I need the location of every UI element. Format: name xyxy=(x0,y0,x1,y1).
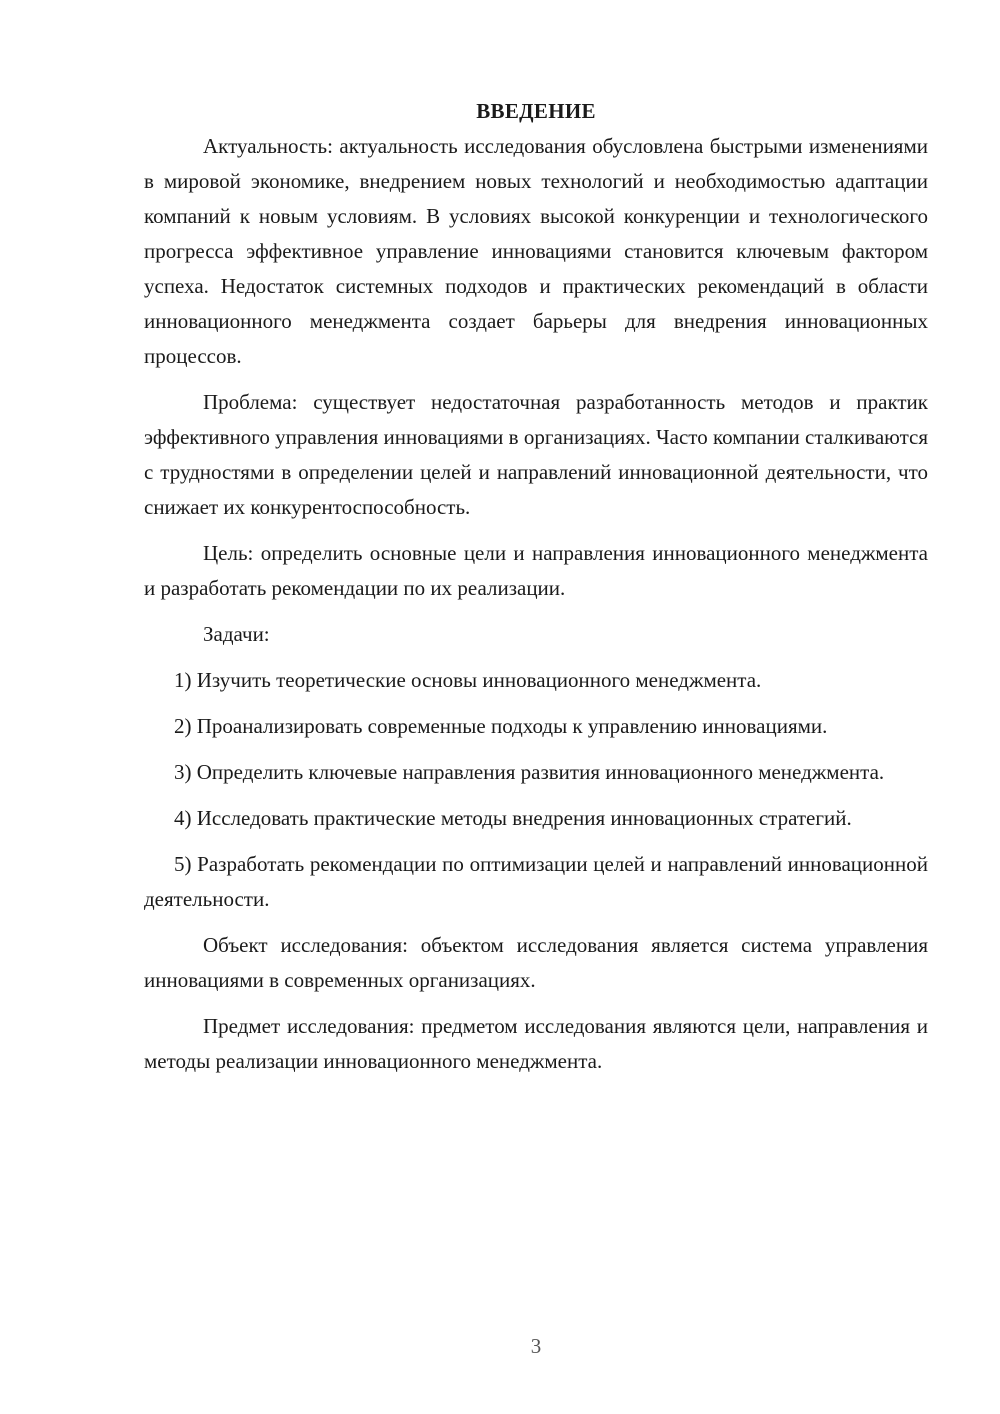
relevance-paragraph: Актуальность: актуальность исследования обусловлена быстрыми изменениями в мировой экономике, внедрением новых технологий и необходимостью адаптации компаний к новым условиям. В условиях высокой конкуренции и технологического прогресса эффективное управление инновациями становится ключевым фактором успеха. Недостаток системных подходов и практических рекомендаций в области инновационного менеджмента создает барьеры для внедрения инновационных процессов. xyxy=(144,134,928,368)
page-number: 3 xyxy=(530,1334,542,1358)
task-item-2: 2) Проанализировать современные подходы к управлению инновациями. xyxy=(174,714,828,738)
tasks-label: Задачи: xyxy=(203,622,270,646)
problem-paragraph: Проблема: существует недостаточная разработанность методов и практик эффективного управления инновациями в организациях. Часто компании сталкиваются с трудностями в определении целей и направлений инновационной деятельности, что снижает их конкурентоспособность. xyxy=(144,390,928,519)
task-item-4: 4) Исследовать практические методы внедрения инновационных стратегий. xyxy=(174,806,852,830)
object-paragraph: Объект исследования: объектом исследования является система управления инновациями в современных организациях. xyxy=(144,933,928,992)
task-item-1: 1) Изучить теоретические основы инновационного менеджмента. xyxy=(174,668,762,692)
goal-paragraph: Цель: определить основные цели и направления инновационного менеджмента и разработать рекомендации по их реализации. xyxy=(144,541,928,600)
task-item-5: 5) Разработать рекомендации по оптимизации целей и направлений инновационной деятельности. xyxy=(144,852,928,911)
task-item-3: 3) Определить ключевые направления развития инновационного менеджмента. xyxy=(174,760,885,784)
document-page xyxy=(144,96,928,1090)
section-heading: ВВЕДЕНИЕ xyxy=(476,99,596,123)
subject-paragraph: Предмет исследования: предметом исследования являются цели, направления и методы реализации инновационного менеджмента. xyxy=(144,1014,928,1073)
